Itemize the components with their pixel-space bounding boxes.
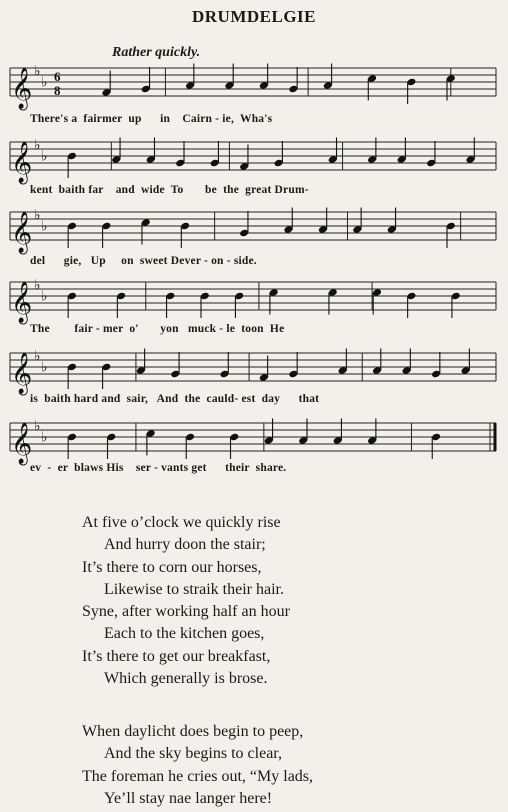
verse-line: When daylicht does begin to peep, xyxy=(82,723,304,740)
staff-bg xyxy=(8,417,500,461)
lyric-line-2: kent baith far and wide To be the great Drum- xyxy=(30,184,309,196)
music-staff-2 xyxy=(8,136,500,183)
lyric-line-3: del gie, Up on sweet Dever - on - side. xyxy=(30,255,257,267)
staff-bg xyxy=(8,206,500,250)
flat-icon: ♭ xyxy=(34,348,41,365)
flat-icon: ♭ xyxy=(34,418,41,435)
verse-line: And the sky begins to clear, xyxy=(104,745,282,763)
treble-clef-icon: 𝄞 xyxy=(11,68,33,109)
lyric-line-6: ev - er blaws His ser - vants get their share. xyxy=(30,462,287,474)
music-staff-6 xyxy=(8,417,500,464)
flat-icon: ♭ xyxy=(41,288,48,305)
flat-icon: ♭ xyxy=(34,63,41,80)
flat-icon: ♭ xyxy=(41,148,48,165)
flat-icon: ♭ xyxy=(41,218,48,235)
verse-line: Ye’ll stay nae langer here! xyxy=(104,789,273,807)
verse-1 xyxy=(82,512,482,690)
staff-bg xyxy=(8,136,500,180)
song-title: DRUMDELGIE xyxy=(191,7,316,26)
staff-bg xyxy=(8,347,500,391)
music-staff-1 xyxy=(8,62,500,109)
flat-icon: ♭ xyxy=(34,277,41,294)
verse-line: Syne, after working half an hour xyxy=(82,603,290,621)
verse-line: Which generally is brose. xyxy=(104,670,268,688)
lyric-line-5: is baith hard and sair, And the cauld- est day that xyxy=(30,393,320,405)
lyric-line-4: The fair - mer o' yon muck - le toon He xyxy=(30,323,285,335)
music-staff-3 xyxy=(8,206,500,253)
verse-line: It’s there to corn our horses, xyxy=(82,558,262,576)
flat-icon: ♭ xyxy=(41,429,48,446)
verse-line: The foreman he cries out, “My lads, xyxy=(82,767,314,785)
verse-line: It’s there to get our breakfast, xyxy=(82,647,271,665)
verse-line: Each to the kitchen goes, xyxy=(104,625,265,643)
flat-icon: ♭ xyxy=(41,359,48,376)
verse-line: And hurry doon the stair; xyxy=(104,536,266,554)
treble-clef-icon: 𝄞 xyxy=(11,212,33,253)
lyric-line-1: There's a fairmer up in Cairn - ie, Wha's xyxy=(30,113,273,125)
verse-line: Likewise to straik their hair. xyxy=(104,580,284,598)
treble-clef-icon: 𝄞 xyxy=(11,353,33,394)
time-signature-top: 6 xyxy=(54,69,61,85)
music-staff-4 xyxy=(8,276,500,323)
music-staff-5 xyxy=(8,347,500,394)
time-signature-bottom: 8 xyxy=(54,83,61,99)
staff-bg xyxy=(8,62,500,106)
tempo-marking: Rather quickly. xyxy=(112,45,201,60)
verse-line: At five o’clock we quickly rise xyxy=(82,514,281,531)
flat-icon: ♭ xyxy=(34,137,41,154)
treble-clef-icon: 𝄞 xyxy=(11,282,33,323)
treble-clef-icon: 𝄞 xyxy=(11,423,33,464)
flat-icon: ♭ xyxy=(41,74,48,91)
verse-2 xyxy=(82,721,482,810)
flat-icon: ♭ xyxy=(34,207,41,224)
staff-bg xyxy=(8,276,500,320)
treble-clef-icon: 𝄞 xyxy=(11,142,33,183)
